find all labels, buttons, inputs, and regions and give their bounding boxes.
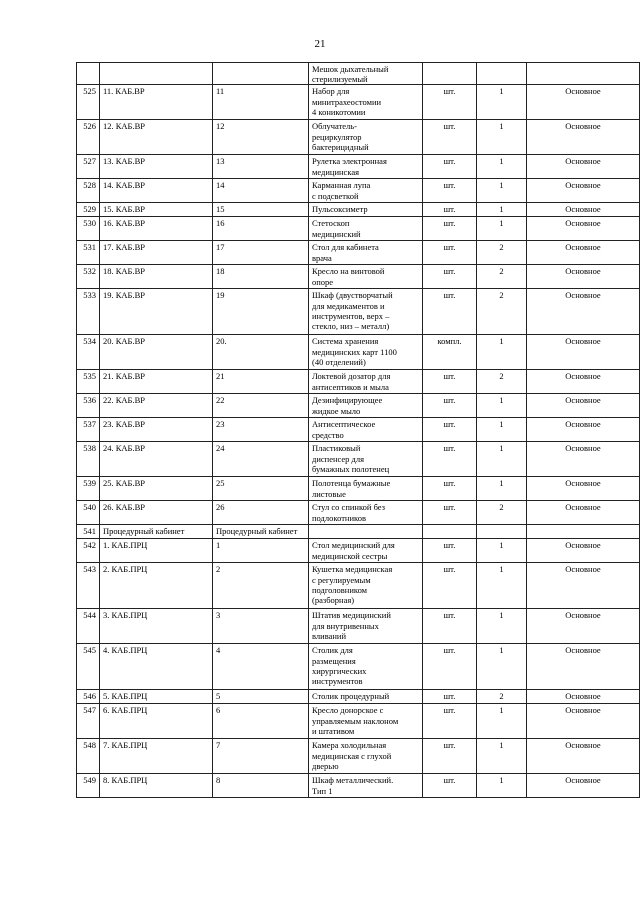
equipment-type-cell: Основное [527,370,640,394]
equipment-type-cell: Основное [527,418,640,442]
row-number-cell: 547 [77,704,100,739]
table-row [77,241,640,265]
item-index-cell: 24 [213,442,309,477]
row-number-cell: 529 [77,203,100,217]
equipment-type-cell: Основное [527,644,640,690]
unit-cell: шт. [423,85,477,120]
row-number-cell: 533 [77,289,100,335]
item-name-cell: Стул со спинкой без подлокотников [309,501,423,525]
table-row [77,644,640,690]
item-index-cell: 15 [213,203,309,217]
unit-cell: шт. [423,179,477,203]
item-index-cell: 26 [213,501,309,525]
table-row [77,418,640,442]
quantity-cell: 1 [477,442,527,477]
item-code-cell: 19. КАБ.ВР [100,289,213,335]
unit-cell: шт. [423,477,477,501]
quantity-cell: 2 [477,289,527,335]
row-number-cell: 540 [77,501,100,525]
item-code-cell: 2. КАБ.ПРЦ [100,563,213,609]
table-row [77,217,640,241]
item-code-cell: 25. КАБ.ВР [100,477,213,501]
equipment-type-cell: Основное [527,265,640,289]
item-index-cell: 19 [213,289,309,335]
table-row [77,370,640,394]
item-code-cell: 6. КАБ.ПРЦ [100,704,213,739]
item-name-cell: Шкаф (двустворчатый для медикаментов и инструментов, верх – стекло, низ – металл) [309,289,423,335]
item-code-cell: 5. КАБ.ПРЦ [100,690,213,704]
item-code-cell: 8. КАБ.ПРЦ [100,774,213,798]
quantity-cell: 1 [477,418,527,442]
unit-cell: шт. [423,644,477,690]
table-row [77,394,640,418]
table-row [77,563,640,609]
quantity-cell: 1 [477,394,527,418]
unit-cell: шт. [423,418,477,442]
item-index-cell: 17 [213,241,309,265]
item-name-cell: Столик для размещения хирургических инструментов [309,644,423,690]
equipment-type-cell: Основное [527,563,640,609]
item-index-cell [213,63,309,85]
equipment-table [76,62,640,798]
table-row [77,203,640,217]
item-name-cell: Кресло донорское с управляемым наклоном и штативом [309,704,423,739]
unit-cell: шт. [423,442,477,477]
row-number-cell: 543 [77,563,100,609]
item-code-cell: 4. КАБ.ПРЦ [100,644,213,690]
item-name-cell: Стол медицинский для медицинской сестры [309,539,423,563]
equipment-type-cell: Основное [527,217,640,241]
unit-cell: шт. [423,155,477,179]
item-name-cell: Пластиковый диспенсер для бумажных полотенец [309,442,423,477]
row-number-cell: 526 [77,120,100,155]
item-name-cell: Антисептическое средство [309,418,423,442]
equipment-type-cell: Основное [527,442,640,477]
equipment-type-cell: Основное [527,539,640,563]
item-index-cell: 1 [213,539,309,563]
table-row [77,265,640,289]
item-index-cell: 4 [213,644,309,690]
equipment-type-cell: Основное [527,704,640,739]
equipment-type-cell: Основное [527,203,640,217]
quantity-cell: 1 [477,179,527,203]
row-number-cell: 548 [77,739,100,774]
row-number-cell: 528 [77,179,100,203]
row-number-cell: 546 [77,690,100,704]
item-code-cell: Процедурный кабинет [100,525,213,539]
table-row [77,690,640,704]
item-index-cell: 21 [213,370,309,394]
equipment-type-cell: Основное [527,179,640,203]
item-code-cell: 11. КАБ.ВР [100,85,213,120]
unit-cell: шт. [423,501,477,525]
row-number-cell: 541 [77,525,100,539]
quantity-cell: 1 [477,539,527,563]
equipment-type-cell: Основное [527,155,640,179]
equipment-type-cell: Основное [527,289,640,335]
quantity-cell [477,525,527,539]
equipment-type-cell: Основное [527,335,640,370]
quantity-cell: 1 [477,85,527,120]
item-name-cell: Дезинфицирующее жидкое мыло [309,394,423,418]
equipment-type-cell: Основное [527,241,640,265]
item-index-cell: 23 [213,418,309,442]
item-name-cell: Кресло на винтовой опоре [309,265,423,289]
unit-cell: шт. [423,609,477,644]
unit-cell: шт. [423,289,477,335]
item-code-cell: 20. КАБ.ВР [100,335,213,370]
item-code-cell: 3. КАБ.ПРЦ [100,609,213,644]
quantity-cell: 1 [477,563,527,609]
item-name-cell: Шкаф металлический. Тип 1 [309,774,423,798]
item-name-cell: Кушетка медицинская с регулируемым подголовником (разборная) [309,563,423,609]
item-index-cell: 5 [213,690,309,704]
item-code-cell: 16. КАБ.ВР [100,217,213,241]
item-index-cell: 13 [213,155,309,179]
item-code-cell: 24. КАБ.ВР [100,442,213,477]
item-index-cell: 22 [213,394,309,418]
table-row [77,155,640,179]
unit-cell: шт. [423,774,477,798]
unit-cell: шт. [423,265,477,289]
equipment-type-cell: Основное [527,477,640,501]
item-name-cell: Столик процедурный [309,690,423,704]
equipment-type-cell: Основное [527,739,640,774]
table-row [77,63,640,85]
quantity-cell: 1 [477,477,527,501]
row-number-cell: 525 [77,85,100,120]
item-name-cell: Мешок дыхательный стерилизуемый [309,63,423,85]
quantity-cell: 2 [477,370,527,394]
item-index-cell: 2 [213,563,309,609]
table-row [77,85,640,120]
quantity-cell: 2 [477,241,527,265]
quantity-cell: 1 [477,203,527,217]
row-number-cell: 538 [77,442,100,477]
quantity-cell: 1 [477,739,527,774]
table-row [77,477,640,501]
item-code-cell: 7. КАБ.ПРЦ [100,739,213,774]
unit-cell: шт. [423,370,477,394]
quantity-cell: 1 [477,155,527,179]
item-code-cell: 15. КАБ.ВР [100,203,213,217]
item-index-cell: 12 [213,120,309,155]
item-code-cell: 13. КАБ.ВР [100,155,213,179]
item-code-cell: 12. КАБ.ВР [100,120,213,155]
item-code-cell [100,63,213,85]
unit-cell: шт. [423,203,477,217]
item-index-cell: 14 [213,179,309,203]
row-number-cell: 542 [77,539,100,563]
item-name-cell: Система хранения медицинских карт 1100 (40 отделений) [309,335,423,370]
row-number-cell: 527 [77,155,100,179]
item-name-cell: Стол для кабинета врача [309,241,423,265]
quantity-cell: 2 [477,265,527,289]
quantity-cell: 2 [477,501,527,525]
equipment-type-cell: Основное [527,394,640,418]
unit-cell: шт. [423,563,477,609]
item-code-cell: 18. КАБ.ВР [100,265,213,289]
row-number-cell: 545 [77,644,100,690]
row-number-cell: 531 [77,241,100,265]
unit-cell: шт. [423,539,477,563]
quantity-cell: 2 [477,690,527,704]
table-row [77,525,640,539]
item-name-cell: Карманная лупа с подсветкой [309,179,423,203]
item-name-cell: Камера холодильная медицинская с глухой дверью [309,739,423,774]
item-code-cell: 22. КАБ.ВР [100,394,213,418]
table-row [77,501,640,525]
equipment-type-cell: Основное [527,501,640,525]
table-row [77,179,640,203]
unit-cell [423,525,477,539]
table-row [77,774,640,798]
table-row [77,704,640,739]
row-number-cell: 532 [77,265,100,289]
row-number-cell: 535 [77,370,100,394]
unit-cell: шт. [423,120,477,155]
equipment-type-cell [527,525,640,539]
table-row [77,335,640,370]
item-code-cell: 17. КАБ.ВР [100,241,213,265]
item-code-cell: 1. КАБ.ПРЦ [100,539,213,563]
quantity-cell: 1 [477,774,527,798]
quantity-cell [477,63,527,85]
item-index-cell: 18 [213,265,309,289]
row-number-cell: 537 [77,418,100,442]
item-index-cell: 3 [213,609,309,644]
row-number-cell: 539 [77,477,100,501]
equipment-type-cell: Основное [527,609,640,644]
unit-cell: компл. [423,335,477,370]
quantity-cell: 1 [477,609,527,644]
item-name-cell: Стетоскоп медицинский [309,217,423,241]
item-name-cell: Локтевой дозатор для антисептиков и мыла [309,370,423,394]
unit-cell: шт. [423,394,477,418]
item-index-cell: Процедурный кабинет [213,525,309,539]
table-row [77,289,640,335]
item-index-cell: 11 [213,85,309,120]
table-row [77,609,640,644]
table-row [77,442,640,477]
quantity-cell: 1 [477,644,527,690]
quantity-cell: 1 [477,120,527,155]
table-row [77,739,640,774]
item-code-cell: 23. КАБ.ВР [100,418,213,442]
equipment-type-cell: Основное [527,120,640,155]
item-index-cell: 7 [213,739,309,774]
unit-cell: шт. [423,217,477,241]
equipment-type-cell: Основное [527,690,640,704]
item-code-cell: 26. КАБ.ВР [100,501,213,525]
row-number-cell: 544 [77,609,100,644]
unit-cell: шт. [423,704,477,739]
item-name-cell: Облучатель- рециркулятор бактерицидный [309,120,423,155]
unit-cell: шт. [423,241,477,265]
item-name-cell [309,525,423,539]
item-index-cell: 25 [213,477,309,501]
unit-cell: шт. [423,739,477,774]
row-number-cell: 530 [77,217,100,241]
quantity-cell: 1 [477,335,527,370]
item-code-cell: 14. КАБ.ВР [100,179,213,203]
item-name-cell: Рулетка электронная медицинская [309,155,423,179]
item-name-cell: Пульсоксиметр [309,203,423,217]
equipment-type-cell: Основное [527,774,640,798]
item-index-cell: 6 [213,704,309,739]
item-index-cell: 8 [213,774,309,798]
equipment-type-cell: Основное [527,85,640,120]
table-row [77,120,640,155]
quantity-cell: 1 [477,217,527,241]
item-index-cell: 20. [213,335,309,370]
row-number-cell: 534 [77,335,100,370]
item-index-cell: 16 [213,217,309,241]
equipment-type-cell [527,63,640,85]
unit-cell: шт. [423,690,477,704]
quantity-cell: 1 [477,704,527,739]
item-code-cell: 21. КАБ.ВР [100,370,213,394]
equipment-table-body [77,63,640,798]
item-name-cell: Штатив медицинский для внутривенных вливаний [309,609,423,644]
unit-cell [423,63,477,85]
page-number: 21 [314,38,326,50]
row-number-cell: 536 [77,394,100,418]
row-number-cell: 549 [77,774,100,798]
item-name-cell: Набор для минитрахеостомии 4 коникотомии [309,85,423,120]
table-row [77,539,640,563]
row-number-cell [77,63,100,85]
item-name-cell: Полотенца бумажные листовые [309,477,423,501]
